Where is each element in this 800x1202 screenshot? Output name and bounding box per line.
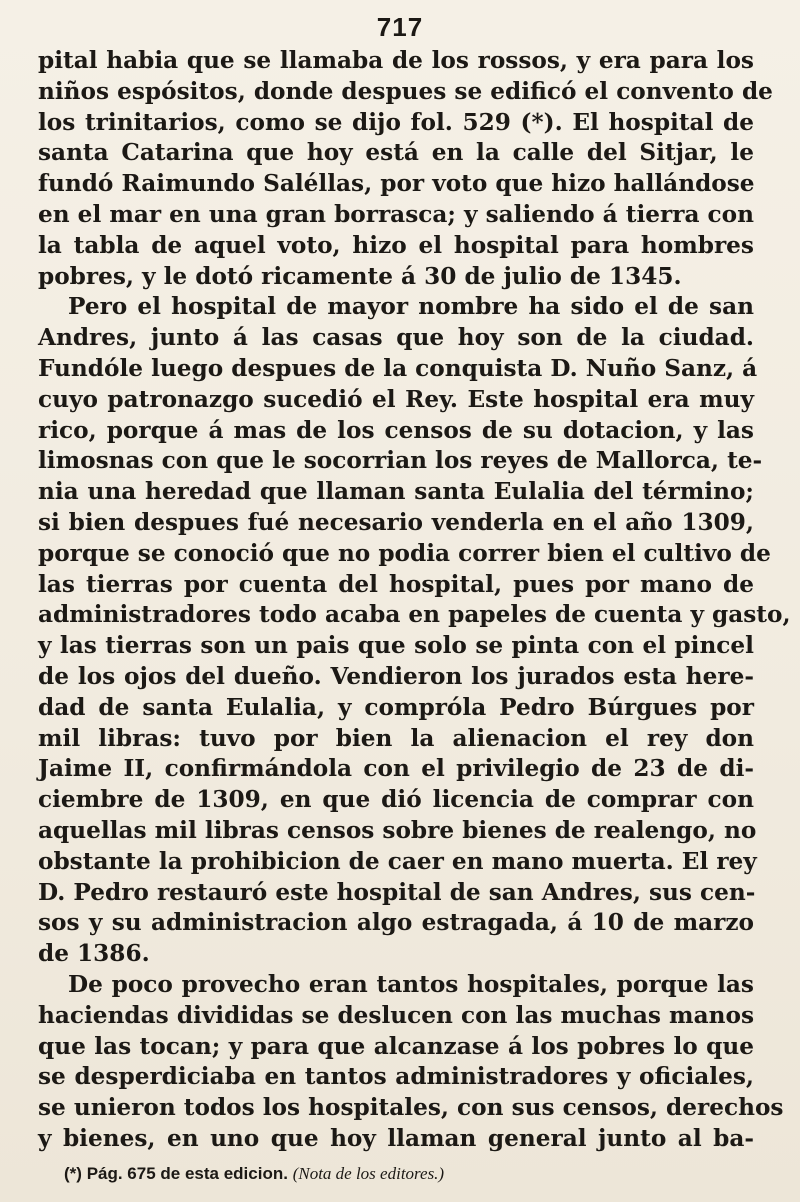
text-line: los trinitarios, como se dijo fol. 529 (*). El hospital de — [38, 108, 754, 136]
text-line: y las tierras son un pais que solo se pinta con el pincel — [38, 632, 754, 660]
text-line: que las tocan; y para que alcanzase á los pobres lo que — [38, 1032, 754, 1060]
text-line: la tabla de aquel voto, hizo el hospital para hombres — [38, 231, 754, 259]
text-line: sos y su administracion algo estragada, á 10 de marzo — [38, 909, 754, 937]
body-text — [38, 46, 791, 1155]
text-line: aquellas mil libras censos sobre bienes de realengo, no — [38, 816, 757, 844]
text-line: se unieron todos los hospitales, con sus censos, derechos — [38, 1094, 784, 1122]
text-line: en el mar en una gran borrasca; y saliendo á tierra con — [38, 200, 754, 228]
text-line: niños espósitos, donde despues se edificó el convento de — [38, 77, 773, 105]
text-line: limosnas con que le socorrian los reyes de Mallorca, te- — [38, 447, 763, 475]
text-line: D. Pedro restauró este hospital de san Andres, sus cen- — [38, 878, 756, 906]
text-line: Andres, junto á las casas que hoy son de la ciudad. — [38, 324, 754, 352]
text-line: Fundóle luego despues de la conquista D. Nuño Sanz, á — [38, 354, 758, 382]
text-line: si bien despues fué necesario venderla en el año 1309, — [38, 508, 754, 536]
text-line: pobres, y le dotó ricamente á 30 de julio de 1345. — [38, 262, 682, 290]
footnote-editor-note: (Nota de los editores.) — [292, 1164, 445, 1183]
text-line: ciembre de 1309, en que dió licencia de comprar con — [38, 786, 754, 814]
text-line: santa Catarina que hoy está en la calle del Sitjar, le — [38, 139, 754, 167]
footnote-text: Pág. 675 de esta edicion. — [86, 1164, 288, 1183]
footnote-marker: (*) — [64, 1164, 82, 1183]
text-line: de 1386. — [38, 940, 150, 968]
text-line: pital habia que se llamaba de los rossos, y era para los — [38, 47, 754, 74]
text-line: las tierras por cuenta del hospital, pues por mano de — [38, 570, 754, 598]
text-line: rico, porque á mas de los censos de su dotacion, y las — [38, 416, 754, 444]
footnote — [64, 1162, 764, 1186]
text-line: administradores todo acaba en papeles de cuenta y gasto, — [38, 601, 791, 629]
text-line: Jaime II, confirmándola con el privilegio de 23 de di- — [38, 755, 754, 783]
text-line: De poco provecho eran tantos hospitales, porque las — [68, 970, 754, 998]
text-line: fundó Raimundo Saléllas, por voto que hizo hallándose — [38, 170, 755, 198]
text-line: Pero el hospital de mayor nombre ha sido el de san — [68, 293, 754, 321]
text-line: cuyo patronazgo sucedió el Rey. Este hospital era muy — [38, 385, 754, 413]
text-line: se desperdiciaba en tantos administradores y oficiales, — [38, 1063, 754, 1091]
text-line: de los ojos del dueño. Vendieron los jurados esta here- — [38, 662, 754, 690]
text-line: dad de santa Eulalia, y compróla Pedro Búrgues por — [38, 693, 754, 721]
text-line: nia una heredad que llaman santa Eulalia del término; — [38, 478, 754, 506]
text-line: porque se conoció que no podia correr bien el cultivo de — [38, 539, 771, 567]
text-line: haciendas divididas se deslucen con las muchas manos — [38, 1001, 754, 1029]
text-line: y bienes, en uno que hoy llaman general junto al ba- — [38, 1124, 754, 1152]
page-number: 717 — [376, 12, 424, 42]
text-line: obstante la prohibicion de caer en mano muerta. El rey — [38, 847, 757, 875]
text-line: mil libras: tuvo por bien la alienacion el rey don — [38, 724, 754, 752]
